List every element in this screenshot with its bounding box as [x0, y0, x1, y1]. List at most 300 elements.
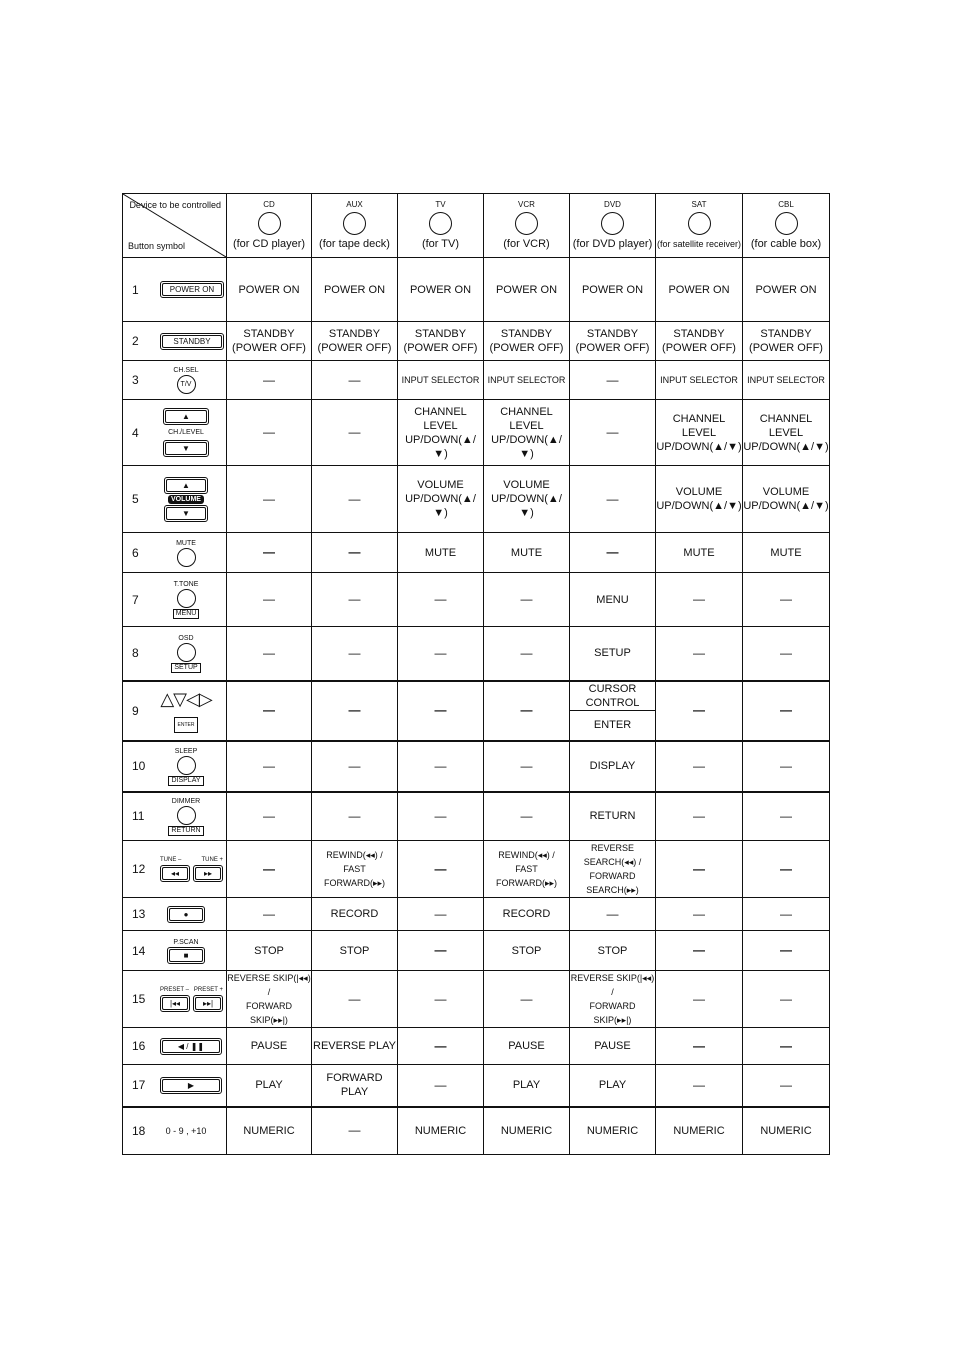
function-cell-text: REVERSE SEARCH(◂◂) / FORWARD SEARCH(▸▸) [583, 843, 642, 895]
button-symbol-cell [123, 681, 227, 741]
skip-forward-icon: ▸▸| [193, 995, 223, 1012]
table-row [123, 400, 830, 466]
function-cell [656, 741, 743, 792]
remote-control-table [122, 193, 830, 1155]
table-row [123, 361, 830, 400]
button-symbol [160, 689, 226, 733]
function-cell [398, 361, 484, 400]
function-cell [743, 466, 830, 533]
function-cell-text: NUMERIC [414, 1124, 467, 1137]
button-symbol [160, 747, 226, 786]
empty-dash: — [606, 491, 619, 506]
numeric-buttons-icon: 0 - 9 , +10 [165, 1125, 207, 1136]
symbol-wrap [123, 971, 226, 1027]
function-cell [312, 681, 398, 741]
table-row [123, 533, 830, 573]
button-symbol-cell [123, 971, 227, 1028]
function-cell-text: PLAY [255, 1079, 283, 1092]
empty-dash: — [434, 943, 447, 957]
function-cell [570, 400, 656, 466]
function-cell-text: STOP [597, 944, 628, 957]
device-button-icon [515, 212, 538, 235]
button-symbol-cell [123, 533, 227, 573]
function-cell-text: CHANNEL LEVEL UP/DOWN(▲/▼) [491, 405, 562, 460]
function-cell [743, 361, 830, 400]
function-cell-text: STOP [339, 944, 370, 957]
empty-dash: — [348, 425, 361, 439]
function-cell [570, 971, 656, 1028]
function-cell-text: STOP [511, 944, 542, 957]
empty-dash: — [434, 703, 447, 717]
function-cell [227, 841, 312, 898]
button-symbol [160, 333, 238, 350]
function-cell [227, 1107, 312, 1155]
symbol-top-label: P.SCAN [173, 938, 199, 946]
empty-dash: — [263, 592, 275, 606]
device-button-icon [601, 212, 624, 235]
empty-dash: — [693, 703, 705, 717]
function-cell [570, 533, 656, 573]
function-cell [227, 1028, 312, 1065]
function-cell [743, 898, 830, 931]
function-cell [312, 533, 398, 573]
function-cell [398, 573, 484, 627]
function-cell [398, 1028, 484, 1065]
function-cell-text: MENU [596, 593, 629, 606]
empty-dash: — [263, 372, 275, 387]
row-number: 12 [132, 862, 146, 876]
function-cell [398, 258, 484, 322]
function-cell-text: INPUT SELECTOR [487, 375, 566, 385]
symbol-wrap [123, 533, 226, 572]
function-cell-text: STANDBY (POWER OFF) [749, 328, 823, 354]
function-cell-text: NUMERIC [760, 1124, 812, 1137]
button-symbol [160, 1124, 226, 1138]
symbol-wrap [123, 322, 226, 360]
function-cell [227, 573, 312, 627]
rect-button-label: STANDBY [162, 335, 222, 348]
play-button-icon [160, 1077, 222, 1094]
function-cell [484, 792, 570, 841]
function-cell [656, 841, 743, 898]
empty-dash: — [348, 808, 361, 823]
function-cell [570, 1028, 656, 1065]
function-cell [227, 627, 312, 681]
function-cell-text: INPUT SELECTOR [747, 375, 825, 385]
function-cell [312, 258, 398, 322]
header-device-aux [312, 194, 398, 258]
record-button-icon [167, 906, 205, 923]
table-row [123, 1028, 830, 1065]
empty-dash: — [780, 592, 792, 606]
function-cell-text: POWER ON [238, 283, 300, 296]
function-cell-text: STANDBY (POWER OFF) [489, 328, 564, 354]
device-code: VCR [518, 200, 535, 209]
function-cell [398, 466, 484, 533]
empty-dash: — [348, 372, 361, 387]
function-cell-text: STANDBY (POWER OFF) [403, 328, 478, 354]
device-button-icon [343, 212, 366, 235]
pause-button-icon [160, 1038, 222, 1055]
header-device-dvd [570, 194, 656, 258]
empty-dash: — [434, 906, 447, 921]
function-cell-text: POWER ON [323, 283, 386, 296]
device-header [227, 194, 311, 257]
empty-dash: — [693, 906, 705, 921]
row-number: 15 [132, 992, 146, 1006]
symbol-wrap [123, 1108, 226, 1155]
function-cell-text: POWER ON [581, 283, 644, 296]
function-cell-text: REWIND(◂◂) / FAST FORWARD(▸▸) [495, 850, 558, 888]
symbol-top-label: OSD [178, 634, 194, 642]
device-for: (for cable box) [750, 238, 822, 250]
button-symbol [160, 1077, 236, 1094]
function-cell [484, 931, 570, 971]
round-button-icon [177, 756, 196, 775]
function-cell [484, 1107, 570, 1155]
row-number: 2 [132, 334, 139, 348]
empty-dash: — [780, 943, 792, 957]
button-symbol [160, 938, 226, 964]
device-button-icon [258, 212, 281, 235]
button-symbol-cell [123, 741, 227, 792]
empty-dash: — [693, 943, 705, 957]
function-cell-text: PLAY [512, 1079, 541, 1092]
function-cell [484, 466, 570, 533]
function-cell [227, 898, 312, 931]
empty-dash: — [434, 861, 447, 876]
skip-back-icon: |◂◂ [160, 995, 190, 1012]
rect-button-label: ■ [169, 949, 203, 962]
rect-button-icon [160, 281, 224, 298]
enter-button-icon: ENTER [174, 717, 199, 733]
function-cell [570, 573, 656, 627]
function-cell [312, 627, 398, 681]
function-cell [570, 898, 656, 931]
button-symbol [160, 986, 237, 1012]
function-cell-text: CHANNEL LEVEL UP/DOWN(▲/▼) [656, 412, 742, 453]
row-number: 4 [132, 425, 139, 440]
function-cell [743, 931, 830, 971]
device-for: (for VCR) [503, 238, 550, 250]
rect-button-label: ◀ / ❚❚ [162, 1040, 220, 1053]
symbol-wrap [123, 841, 226, 897]
device-for: (for tape deck) [319, 238, 390, 250]
device-label: Device to be controlled [129, 200, 221, 210]
table-row [123, 627, 830, 681]
function-cell-text: MUTE [683, 546, 715, 559]
function-cell-text: POWER ON [755, 283, 817, 296]
device-for: (for satellite receiver) [656, 239, 742, 249]
rect-button-label: ▼ [166, 507, 206, 520]
table-row [123, 322, 830, 361]
device-code: CD [263, 200, 275, 209]
function-cell-text: REWIND(◂◂) / FAST FORWARD(▸▸) [323, 850, 386, 888]
table-row [123, 681, 830, 741]
empty-dash: — [520, 808, 533, 823]
empty-dash: — [606, 545, 619, 559]
function-cell-text: PLAY [598, 1079, 627, 1092]
function-cell [570, 322, 656, 361]
empty-dash: — [606, 372, 619, 387]
function-cell-text: STANDBY (POWER OFF) [317, 328, 392, 354]
function-cell-text: NUMERIC [586, 1124, 639, 1137]
button-symbol [160, 1038, 236, 1055]
empty-dash: — [434, 592, 447, 606]
function-cell [398, 741, 484, 792]
header-corner [123, 194, 227, 258]
empty-dash: — [263, 645, 275, 660]
empty-dash: — [348, 491, 361, 506]
function-cell [312, 898, 398, 931]
empty-dash: — [780, 758, 792, 773]
device-code: TV [435, 200, 446, 209]
rect-button-label: ▶ [162, 1079, 220, 1092]
function-cell-text: DISPLAY [589, 760, 636, 772]
rect-button-icon [163, 408, 209, 425]
table-row [123, 1107, 830, 1155]
function-cell [743, 627, 830, 681]
device-code: AUX [346, 200, 363, 209]
empty-dash: — [780, 808, 792, 823]
cursor-split [570, 682, 655, 740]
function-cell [656, 1028, 743, 1065]
header-device-tv [398, 194, 484, 258]
function-cell [743, 400, 830, 466]
function-cell-text: CHANNEL LEVEL UP/DOWN(▲/▼) [405, 405, 476, 460]
header-row [123, 194, 830, 258]
function-cell [312, 1028, 398, 1065]
function-cell [570, 258, 656, 322]
function-cell [398, 627, 484, 681]
header-device-cd [227, 194, 312, 258]
function-cell [570, 627, 656, 681]
function-cell [743, 681, 830, 741]
symbol-wrap [123, 361, 226, 399]
function-cell [743, 322, 830, 361]
skip-forward-icon: ▸▸ [193, 865, 223, 882]
table-row [123, 741, 830, 792]
function-cell [312, 931, 398, 971]
empty-dash: — [520, 991, 533, 1006]
function-cell [656, 466, 743, 533]
button-symbol-cell [123, 400, 227, 466]
empty-dash: — [520, 645, 533, 660]
symbol-bottom-label: SETUP [171, 663, 200, 673]
empty-dash: — [348, 991, 361, 1006]
row-number: 16 [132, 1039, 146, 1053]
symbol-top-label: CH.SEL [173, 367, 199, 374]
rect-button-label: POWER ON [162, 283, 222, 296]
function-cell [312, 400, 398, 466]
function-cell [656, 400, 743, 466]
row-number: 11 [132, 809, 145, 824]
symbol-right-label: TUNE + [201, 857, 223, 863]
function-cell-text: CHANNEL LEVEL UP/DOWN(▲/▼) [743, 412, 829, 453]
function-cell [656, 898, 743, 931]
empty-dash: — [693, 592, 705, 606]
function-cell [484, 627, 570, 681]
function-cell [484, 361, 570, 400]
function-cell [227, 931, 312, 971]
function-cell-text: PAUSE [508, 1040, 545, 1052]
function-cell [312, 573, 398, 627]
button-symbol-cell [123, 322, 227, 361]
device-code: DVD [604, 200, 621, 209]
function-cell [656, 1065, 743, 1107]
row-number: 14 [132, 943, 146, 958]
function-cell-text: REVERSE PLAY [313, 1040, 396, 1052]
function-cell [398, 931, 484, 971]
device-for: (for DVD player) [572, 238, 653, 250]
button-symbol-cell [123, 841, 227, 898]
button-symbol [160, 906, 226, 923]
round-button-icon [177, 643, 196, 662]
function-cell-text: NUMERIC [500, 1124, 553, 1137]
empty-dash: — [434, 808, 447, 823]
rect-button-icon [164, 477, 208, 494]
table-row [123, 258, 830, 322]
function-cell [570, 792, 656, 841]
symbol-wrap [123, 573, 226, 626]
function-cell [656, 573, 743, 627]
empty-dash: — [263, 861, 275, 876]
empty-dash: — [520, 703, 533, 717]
symbol-wrap [123, 258, 226, 321]
round-button-icon: T/V [177, 375, 196, 394]
row-number: 5 [132, 492, 139, 506]
function-cell [743, 741, 830, 792]
function-cell-text: STANDBY (POWER OFF) [575, 328, 650, 354]
device-button-icon [775, 212, 798, 235]
symbol-mid-label: CH./LEVEL [168, 429, 204, 436]
function-cell-text: VOLUME UP/DOWN(▲/▼) [491, 479, 562, 519]
empty-dash: — [780, 991, 792, 1006]
empty-dash: — [263, 703, 275, 717]
empty-dash: — [434, 1077, 447, 1092]
function-cell [570, 361, 656, 400]
function-cell [398, 792, 484, 841]
symbol-top-label: SLEEP [174, 747, 198, 755]
function-cell [743, 533, 830, 573]
empty-dash: — [606, 906, 619, 921]
function-cell [398, 971, 484, 1028]
function-cell [743, 258, 830, 322]
function-cell [227, 533, 312, 573]
function-cell [227, 792, 312, 841]
function-cell [484, 533, 570, 573]
function-cell [743, 841, 830, 898]
function-cell [484, 1065, 570, 1107]
function-cell-text: NUMERIC [673, 1124, 725, 1137]
empty-dash: — [780, 1077, 792, 1092]
function-cell-text: VOLUME UP/DOWN(▲/▼) [743, 486, 829, 512]
device-button-icon [688, 212, 711, 235]
function-cell-text: MUTE [510, 546, 543, 559]
empty-dash: — [606, 425, 619, 439]
function-cell [484, 322, 570, 361]
function-cell-text: POWER ON [668, 283, 730, 296]
empty-dash: — [520, 758, 533, 773]
empty-dash: — [434, 1038, 447, 1053]
button-symbol-cell [123, 258, 227, 322]
button-symbol [160, 856, 237, 882]
function-cell-text: MUTE [424, 546, 457, 559]
button-symbol [160, 539, 226, 567]
empty-dash: — [263, 758, 275, 773]
function-cell-text: STOP [254, 944, 284, 957]
button-symbol-cell [123, 1028, 227, 1065]
row-number: 13 [132, 907, 146, 921]
rect-button-label: ▲ [166, 479, 206, 492]
symbol-bottom-label: MENU [173, 609, 200, 619]
button-symbol-cell [123, 361, 227, 400]
symbol-wrap [123, 400, 226, 465]
stop-button-icon [167, 947, 205, 964]
row-number: 6 [132, 545, 139, 560]
function-cell [227, 361, 312, 400]
function-cell-text: STANDBY (POWER OFF) [662, 328, 736, 354]
function-cell-text: RECORD [502, 908, 551, 920]
cursor-arrows-icon: △▽◁▷ [160, 688, 212, 709]
function-cell [656, 627, 743, 681]
function-cell-text: INPUT SELECTOR [660, 375, 738, 385]
header-device-vcr [484, 194, 570, 258]
button-symbol-cell [123, 1107, 227, 1155]
button-symbol [160, 797, 226, 836]
empty-dash: — [263, 906, 275, 921]
round-button-icon [177, 548, 196, 567]
function-cell [227, 466, 312, 533]
table-row [123, 971, 830, 1028]
row-number: 17 [132, 1078, 146, 1093]
function-cell-text: PAUSE [250, 1040, 288, 1052]
function-cell [227, 258, 312, 322]
function-cell [312, 466, 398, 533]
function-cell [656, 533, 743, 573]
header-device-cbl [743, 194, 830, 258]
function-cell [227, 681, 312, 741]
function-cell [484, 681, 570, 741]
table-row [123, 898, 830, 931]
rect-button-icon [164, 505, 208, 522]
symbol-top-label: MUTE [176, 539, 196, 547]
rect-button-label: ● [169, 908, 203, 921]
button-symbol-cell [123, 931, 227, 971]
table-row [123, 792, 830, 841]
table-row [123, 573, 830, 627]
function-cell-text: MUTE [770, 546, 802, 559]
empty-dash: — [693, 861, 705, 876]
function-cell [484, 841, 570, 898]
empty-dash: — [348, 645, 361, 660]
function-cell [570, 1065, 656, 1107]
round-button-icon [177, 589, 196, 608]
device-button-icon [429, 212, 452, 235]
table-row [123, 1065, 830, 1107]
table-row [123, 466, 830, 533]
empty-dash: — [693, 1038, 705, 1053]
function-cell-text: STANDBY (POWER OFF) [232, 328, 306, 354]
function-cell-text: REVERSE SKIP(|◂◂) / FORWARD SKIP(▸▸|) [570, 973, 655, 1025]
button-symbol [160, 366, 226, 394]
function-cell [570, 931, 656, 971]
symbol-top-label: DIMMER [171, 797, 201, 805]
function-cell [312, 971, 398, 1028]
function-cell [484, 258, 570, 322]
volume-label: VOLUME [168, 495, 204, 504]
table-row [123, 931, 830, 971]
